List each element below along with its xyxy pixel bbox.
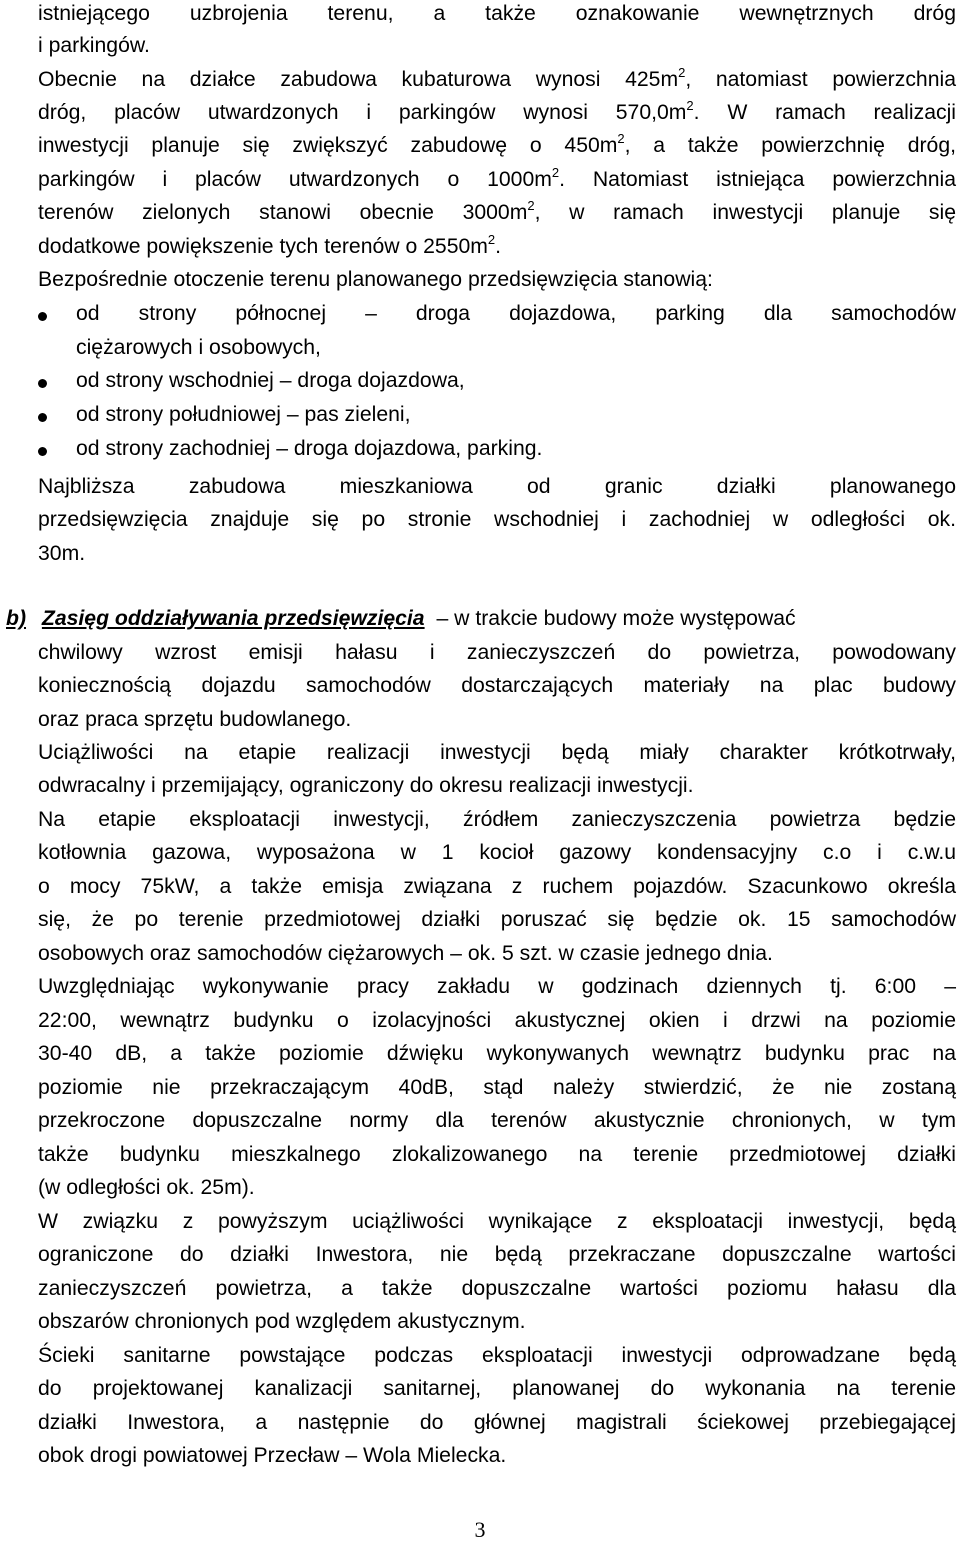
text-line: ograniczone do działki Inwestora, nie będą przekraczane dopuszczalne wartości bbox=[38, 1243, 956, 1266]
text-line: osobowych oraz samochodów ciężarowych – ok. 5 szt. w czasie jednego dnia. bbox=[38, 942, 773, 965]
text-line: obszarów chronionych pod względem akustycznym. bbox=[38, 1310, 526, 1333]
text-line: obok drogi powiatowej Przecław – Wola Mielecka. bbox=[38, 1444, 507, 1467]
bullet-icon bbox=[38, 379, 47, 388]
text-line: do projektowanej kanalizacji sanitarnej, planowanej do wykonania na terenie bbox=[38, 1377, 956, 1400]
text-line: przedsięwzięcia znajduje się po stronie wschodniej i zachodniej w odległości ok. bbox=[38, 508, 956, 531]
bullet-icon bbox=[38, 447, 47, 456]
text-line: istniejącego uzbrojenia terenu, a także oznakowanie wewnętrznych dróg bbox=[38, 2, 956, 25]
text-line: przekroczone dopuszczalne normy dla terenów akustycznie chronionych, w tym bbox=[38, 1109, 956, 1132]
surroundings-intro: Bezpośrednie otoczenie terenu planowanego przedsięwzięcia stanowią: bbox=[38, 268, 713, 291]
text-line: Ścieki sanitarne powstające podczas eksploatacji inwestycji odprowadzane będą bbox=[38, 1344, 956, 1367]
list-item: od strony wschodniej – droga dojazdowa, bbox=[76, 369, 465, 392]
text-line: koniecznością dojazdu samochodów dostarczających materiały na plac budowy bbox=[38, 674, 956, 697]
text-line: Najbliższa zabudowa mieszkaniowa od granic działki planowanego bbox=[38, 475, 956, 498]
text-line: Obecnie na działce zabudowa kubaturowa wynosi $425m^2$, natomiast powierzchnia bbox=[38, 65, 956, 91]
text-line: 30m. bbox=[38, 542, 86, 565]
text-line: 30-40 dB, a także poziomie dźwięku wykonywanych wewnątrz budynku prac na bbox=[38, 1042, 956, 1065]
text-line: dróg, placów utwardzonych i parkingów wynosi $570,0m^2$. W ramach realizacji bbox=[38, 98, 956, 124]
text-line: zanieczyszczeń powietrza, a także dopuszczalne wartości poziomu hałasu dla bbox=[38, 1277, 956, 1300]
text-line: parkingów i placów utwardzonych o $1000m^2$. Natomiast istniejąca powierzchnia bbox=[38, 165, 956, 191]
text-line: chwilowy wzrost emisji hałasu i zanieczyszczeń do powietrza, powodowany bbox=[38, 641, 956, 664]
text-line: się, że po terenie przedmiotowej działki poruszać się będzie ok. 15 samochodów bbox=[38, 908, 956, 931]
list-item: od strony południowej – pas zieleni, bbox=[76, 403, 411, 426]
text-line: i parkingów. bbox=[38, 34, 150, 57]
bullet-icon bbox=[38, 312, 47, 321]
text-line: działki Inwestora, a następnie do głównej magistrali ściekowej przebiegającej bbox=[38, 1411, 956, 1434]
list-item-continuation: ciężarowych i osobowych, bbox=[76, 336, 321, 359]
text-line: kotłownia gazowa, wyposażona w 1 kocioł gazowy kondensacyjny c.o i c.w.u bbox=[38, 841, 956, 864]
text-line: terenów zielonych stanowi obecnie $3000m^2$, w ramach inwestycji planuje się bbox=[38, 198, 957, 224]
text-line: inwestycji planuje się zwiększyć zabudowę o $450m^2$, a także powierzchnię dróg, bbox=[38, 131, 956, 157]
section-heading: Zasięg oddziaływania przedsięwzięcia bbox=[41, 607, 425, 630]
text-line: W związku z powyższym uciążliwości wynikające z eksploatacji inwestycji, będą bbox=[38, 1210, 956, 1233]
text-line: oraz praca sprzętu budowlanego. bbox=[38, 708, 352, 731]
text-line: dodatkowe powiększenie tych terenów o $2550m^2$. bbox=[38, 232, 502, 258]
text-line: także budynku mieszkalnego zlokalizowanego na terenie przedmiotowej działki bbox=[38, 1143, 956, 1166]
section-heading-rest: – w trakcie budowy może występować bbox=[436, 607, 796, 630]
text-line: 22:00, wewnątrz budynku o izolacyjności akustycznej okien i drzwi na poziomie bbox=[38, 1009, 956, 1032]
text-line: Uwzględniając wykonywanie pracy zakładu w godzinach dziennych tj. 6:00 – bbox=[38, 975, 956, 998]
text-line: poziomie nie przekraczającym 40dB, stąd należy stwierdzić, że nie zostaną bbox=[38, 1076, 956, 1099]
text-line: Na etapie eksploatacji inwestycji, źródłem zanieczyszczenia powietrza będzie bbox=[38, 808, 956, 831]
list-item: od strony północnej – droga dojazdowa, parking dla samochodów bbox=[76, 302, 956, 325]
section-b-heading-line bbox=[6, 605, 956, 633]
list-item: od strony zachodniej – droga dojazdowa, parking. bbox=[76, 437, 543, 460]
text-line: odwracalny i przemijający, ograniczony do okresu realizacji inwestycji. bbox=[38, 774, 694, 797]
text-line: Uciążliwości na etapie realizacji inwestycji będą miały charakter krótkotrwały, bbox=[38, 741, 956, 764]
page-number: 3 bbox=[474, 1517, 486, 1542]
bullet-icon bbox=[38, 413, 47, 422]
text-line: (w odległości ok. 25m). bbox=[38, 1176, 255, 1199]
text-line: o mocy 75kW, a także emisja związana z ruchem pojazdów. Szacunkowo określa bbox=[38, 875, 956, 898]
section-label: b) bbox=[6, 607, 26, 630]
